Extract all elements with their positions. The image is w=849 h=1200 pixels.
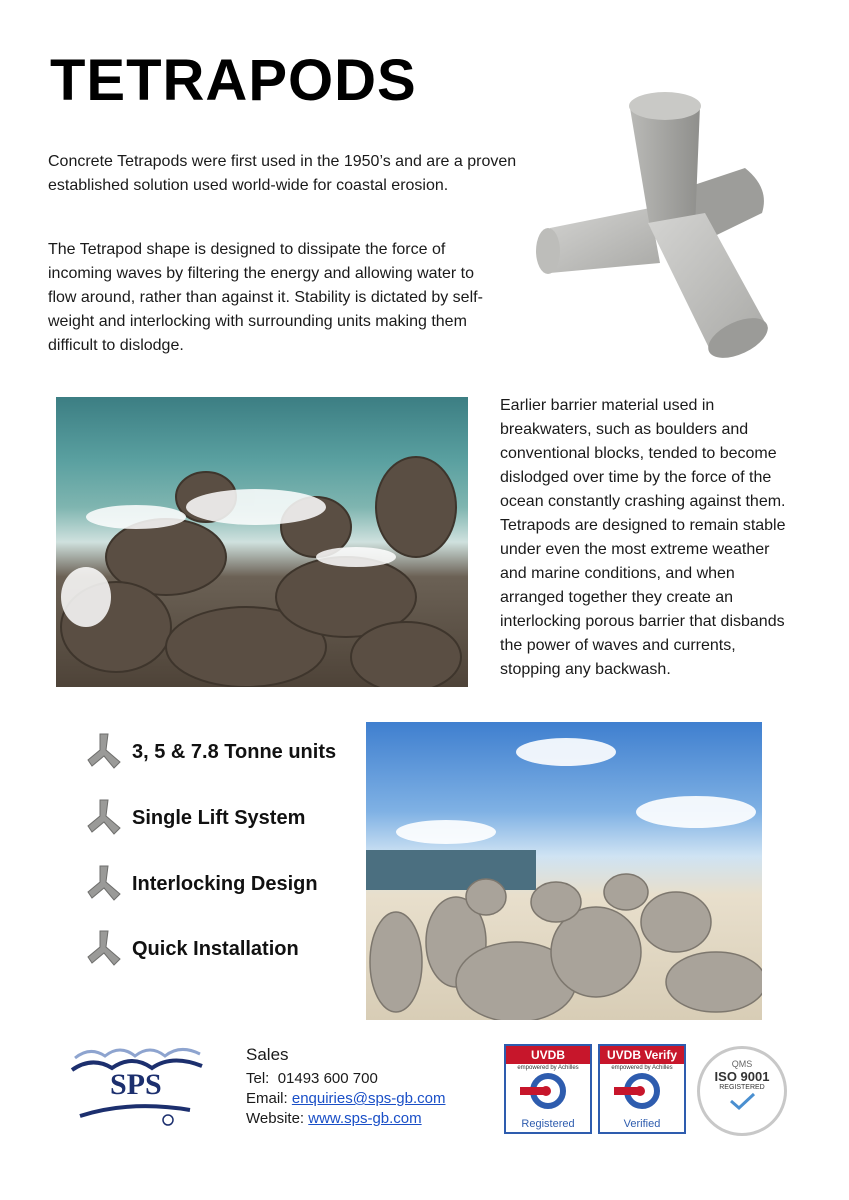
achilles-icon: [506, 1071, 590, 1111]
tetrapod-render-image: [530, 88, 782, 358]
tetrapod-icon: [86, 929, 122, 969]
uvdb-sub: empowered by Achilles: [517, 1065, 579, 1071]
contact-website: [246, 1108, 422, 1129]
logo-text: SPS: [110, 1068, 162, 1101]
uvdb-verify-badge: [598, 1044, 686, 1134]
contact-heading: Sales: [246, 1045, 289, 1064]
feature-label: Interlocking Design: [132, 872, 318, 895]
tel-label: Tel:: [246, 1070, 270, 1087]
uvdb-verify-title: UVDB Verify: [600, 1046, 684, 1064]
iso-title: ISO 9001: [714, 1069, 770, 1084]
website-link[interactable]: www.sps-gb.com: [308, 1110, 422, 1127]
uvdb-badge: [504, 1044, 592, 1134]
feature-item: [86, 796, 305, 840]
feature-item: [86, 730, 336, 774]
middle-paragraph: Earlier barrier material used in breakwaters, such as boulders and conventional blocks, tended to become dislodged over time by the force of the ocean constantly crashing against them. Tetrapods are designed to remain stable under even the most extreme weather and marine conditions, and when arranged together they create an interlocking porous barrier that disbands the power of waves and currents, stopping any backwash.: [500, 397, 786, 678]
tetrapod-icon: [86, 732, 122, 772]
feature-label: Quick Installation: [132, 937, 299, 960]
uvdb-verify-sub: empowered by Achilles: [611, 1065, 673, 1071]
uvdb-title: UVDB: [506, 1046, 590, 1064]
beach-tetrapods-photo: [366, 722, 762, 1020]
checkmark-icon: [727, 1091, 757, 1111]
feature-label: Single Lift System: [132, 806, 306, 829]
tel-value: 01493 600 700: [277, 1070, 378, 1087]
website-label: Website:: [246, 1110, 305, 1127]
achilles-icon: [600, 1071, 684, 1111]
feature-label: 3, 5 & 7.8 Tonne units: [132, 740, 337, 763]
waves-tetrapods-photo: [56, 397, 468, 687]
tetrapod-icon: [86, 798, 122, 838]
sps-logo: [70, 1040, 206, 1128]
intro-paragraph-2: The Tetrapod shape is designed to dissipate the force of incoming waves by filtering the energy and allowing water to flow around, rather than against it. Stability is dictated by self-weight and interlocking with surrounding units making them difficult to dislodge.: [48, 241, 483, 354]
uvdb-verify-foot: Verified: [623, 1118, 661, 1130]
feature-item: [86, 862, 318, 906]
uvdb-foot: Registered: [521, 1118, 575, 1130]
intro-paragraph-1: Concrete Tetrapods were first used in the 1950’s and are a proven established solution used world-wide for coastal erosion.: [48, 153, 517, 194]
contact-email: [246, 1088, 446, 1109]
iso-foot: REGISTERED: [719, 1084, 765, 1091]
email-label: Email:: [246, 1090, 288, 1107]
tetrapod-icon: [86, 864, 122, 904]
email-link[interactable]: enquiries@sps-gb.com: [291, 1090, 446, 1107]
contact-tel: [246, 1068, 378, 1089]
iso-brand: QMS: [731, 1059, 753, 1069]
feature-item: [86, 927, 299, 971]
iso-9001-badge: [697, 1046, 787, 1136]
page-title: TETRAPODS: [50, 48, 417, 113]
